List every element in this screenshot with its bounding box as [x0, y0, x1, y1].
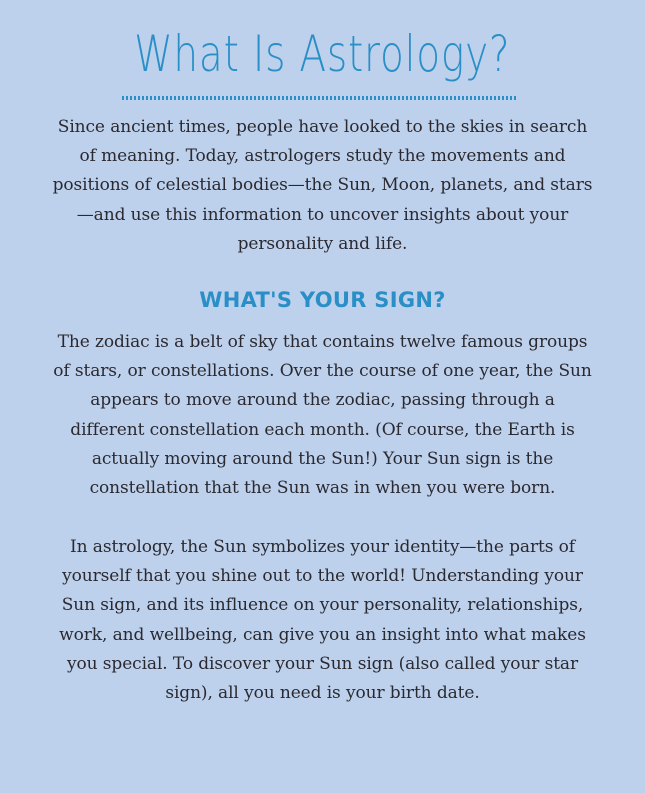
- intro-paragraph: Since ancient times, people have looked to the skies in search of meaning. Today, astrologers study the movements and positions of celestial bodies—the Sun, Moon, planets, and stars—and use this information to uncover insights about your personality and life.: [52, 117, 593, 254]
- title-underline: [122, 96, 516, 100]
- zodiac-paragraph: The zodiac is a belt of sky that contains twelve famous groups of stars, or constellations. Over the course of one year, the Sun appears to move around the zodiac, passing through a different constellation each month. (Of course, the Earth is actually moving around the Sun!) Your Sun sign is the constellation that the Sun was in when you were born.: [53, 332, 592, 499]
- section-heading: WHAT'S YOUR SIGN?: [199, 288, 446, 312]
- page-title: What Is Astrology?: [134, 25, 511, 83]
- sun-sign-paragraph: In astrology, the Sun symbolizes your identity—the parts of yourself that you shine out to the world! Understanding your Sun sign, and its influence on your personality, relationships, work, and wellbeing, can give you an insight into what makes you special. To discover your Sun sign (also called your star sign), all you need is your birth date.: [59, 537, 586, 704]
- title-container: [0, 22, 645, 86]
